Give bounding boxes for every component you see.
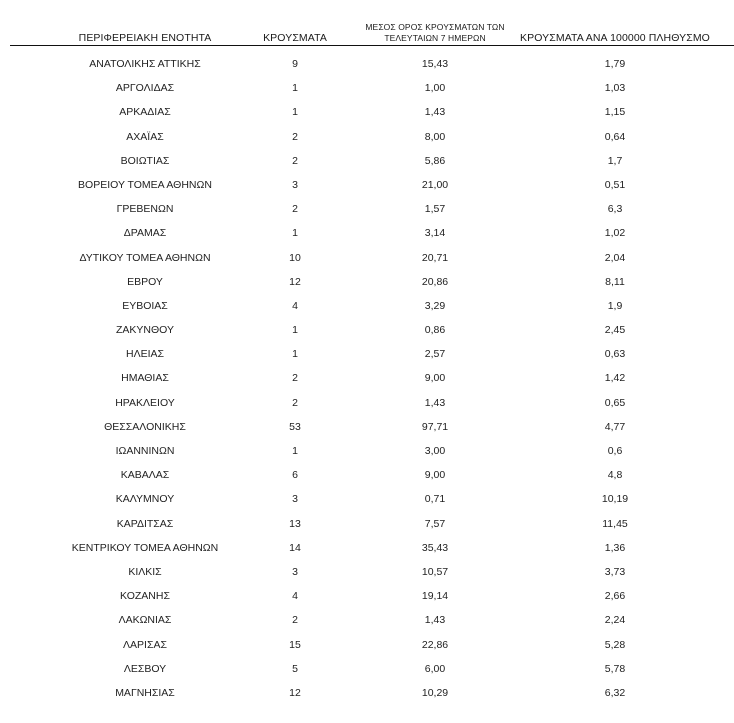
- cell-cases: 1: [292, 445, 298, 457]
- cell-per-100k: 1,79: [604, 58, 626, 70]
- cell-cases: 1: [292, 227, 298, 240]
- table-row: [10, 391, 734, 415]
- cell-per-100k: 4,77: [604, 420, 626, 433]
- cell-region: ΚΑΒΑΛΑΣ: [120, 469, 170, 482]
- table-row: [10, 536, 734, 560]
- cell-cases: 3: [292, 493, 298, 506]
- cell-per-100k: 1,42: [604, 372, 626, 385]
- cell-region: ΗΜΑΘΙΑΣ: [121, 372, 169, 385]
- cell-avg-7-days: 3,14: [424, 227, 446, 240]
- cell-region: ΓΡΕΒΕΝΩΝ: [116, 203, 174, 216]
- cell-cases: 1: [292, 82, 298, 95]
- cell-cases: 6: [292, 469, 298, 482]
- cell-per-100k: 5,78: [604, 662, 626, 675]
- cell-region: ΖΑΚΥΝΘΟΥ: [115, 324, 174, 337]
- table-row: [10, 584, 734, 608]
- cell-cases: 4: [292, 590, 298, 603]
- cell-per-100k: 2,45: [604, 324, 626, 337]
- cases-table: [10, 0, 734, 699]
- cell-per-100k: 10,19: [601, 493, 629, 506]
- cell-cases: 2: [292, 130, 298, 143]
- cell-region: ΑΝΑΤΟΛΙΚΗΣ ΑΤΤΙΚΗΣ: [89, 58, 201, 70]
- cell-cases: 1: [292, 106, 298, 119]
- cell-region: ΕΥΒΟΙΑΣ: [122, 299, 168, 312]
- cell-avg-7-days: 5,86: [424, 154, 446, 167]
- table-row: [10, 342, 734, 366]
- cell-region: ΚΙΛΚΙΣ: [128, 565, 162, 578]
- cell-region: ΙΩΑΝΝΙΝΩΝ: [115, 445, 175, 457]
- cell-per-100k: 0,51: [604, 178, 626, 191]
- cell-cases: 53: [289, 420, 301, 433]
- cell-region: ΕΒΡΟΥ: [127, 275, 163, 288]
- cell-cases: 12: [289, 686, 301, 699]
- cell-avg-7-days: 9,00: [424, 469, 446, 482]
- cell-cases: 13: [289, 517, 301, 530]
- cell-avg-7-days: 8,00: [424, 130, 446, 143]
- cell-per-100k: 1,7: [607, 154, 623, 167]
- cell-avg-7-days: 20,71: [421, 251, 449, 264]
- cell-region: ΑΡΓΟΛΙΔΑΣ: [115, 82, 175, 95]
- cell-cases: 3: [292, 565, 298, 578]
- cell-per-100k: 1,15: [604, 106, 626, 119]
- cell-avg-7-days: 15,43: [421, 58, 449, 70]
- cell-region: ΑΡΚΑΔΙΑΣ: [119, 106, 171, 119]
- cell-avg-7-days: 21,00: [421, 178, 449, 191]
- cell-per-100k: 6,32: [604, 686, 626, 699]
- header-per-100k: ΚΡΟΥΣΜΑΤΑ ΑΝΑ 100000 ΠΛΗΘΥΣΜΟ: [520, 32, 710, 44]
- table-header: [10, 0, 734, 46]
- cell-per-100k: 2,24: [604, 614, 626, 627]
- table-row: [10, 149, 734, 173]
- cell-cases: 12: [289, 275, 301, 288]
- cell-cases: 14: [289, 541, 301, 554]
- table-row: [10, 366, 734, 390]
- cell-per-100k: 0,65: [604, 396, 626, 409]
- table-row: [10, 197, 734, 221]
- table-row: [10, 487, 734, 511]
- cell-avg-7-days: 0,86: [424, 324, 446, 337]
- cell-region: ΔΡΑΜΑΣ: [123, 227, 167, 240]
- table-row: [10, 221, 734, 245]
- table-row: [10, 125, 734, 149]
- cell-region: ΛΑΚΩΝΙΑΣ: [118, 614, 172, 627]
- cell-region: ΛΑΡΙΣΑΣ: [123, 638, 167, 651]
- cell-region: ΘΕΣΣΑΛΟΝΙΚΗΣ: [104, 420, 186, 433]
- cell-avg-7-days: 1,00: [424, 82, 446, 95]
- table-row: [10, 100, 734, 124]
- cell-per-100k: 3,73: [604, 565, 626, 578]
- table-row: [10, 439, 734, 463]
- cell-cases: 10: [289, 251, 301, 264]
- cell-per-100k: 2,66: [604, 590, 626, 603]
- cell-cases: 2: [292, 203, 298, 216]
- cell-region: ΑΧΑΪΑΣ: [126, 130, 164, 143]
- table-row: [10, 270, 734, 294]
- table-row: [10, 415, 734, 439]
- cell-per-100k: 11,45: [602, 517, 628, 530]
- cell-region: ΚΑΛΥΜΝΟΥ: [115, 493, 175, 506]
- cell-avg-7-days: 1,43: [424, 614, 446, 627]
- cell-cases: 4: [292, 299, 298, 312]
- cell-per-100k: 8,11: [605, 275, 625, 288]
- table-row: [10, 76, 734, 100]
- table-row: [10, 560, 734, 584]
- cell-per-100k: 1,9: [607, 299, 623, 312]
- table-row: [10, 657, 734, 681]
- header-avg-line1: ΜΕΣΟΣ ΟΡΟΣ ΚΡΟΥΣΜΑΤΩΝ ΤΩΝ: [365, 22, 505, 32]
- table-body: [10, 52, 734, 705]
- cell-cases: 2: [292, 614, 298, 627]
- cell-cases: 15: [289, 638, 301, 651]
- cell-avg-7-days: 3,00: [424, 445, 446, 457]
- table-row: [10, 608, 734, 632]
- cell-cases: 1: [292, 324, 298, 337]
- cell-region: ΒΟΙΩΤΙΑΣ: [120, 154, 170, 167]
- cell-per-100k: 2,04: [604, 251, 626, 264]
- cell-region: ΚΑΡΔΙΤΣΑΣ: [116, 517, 174, 530]
- table-row: [10, 246, 734, 270]
- cell-avg-7-days: 10,57: [421, 565, 449, 578]
- cell-avg-7-days: 0,71: [424, 493, 446, 506]
- cell-region: ΗΛΕΙΑΣ: [125, 348, 164, 361]
- cell-avg-7-days: 3,29: [424, 299, 446, 312]
- cell-per-100k: 4,8: [607, 469, 623, 482]
- cell-cases: 2: [292, 372, 298, 385]
- header-cases: ΚΡΟΥΣΜΑΤΑ: [263, 32, 327, 44]
- cell-avg-7-days: 35,43: [421, 541, 449, 554]
- table-row: [10, 173, 734, 197]
- cell-avg-7-days: 2,57: [424, 348, 446, 361]
- cell-per-100k: 0,63: [604, 348, 626, 361]
- cell-region: ΒΟΡΕΙΟΥ ΤΟΜΕΑ ΑΘΗΝΩΝ: [78, 178, 212, 191]
- cell-cases: 5: [292, 662, 298, 675]
- cell-per-100k: 6,3: [607, 203, 623, 216]
- cell-cases: 9: [292, 58, 298, 70]
- cell-region: ΛΕΣΒΟΥ: [123, 662, 167, 675]
- cell-per-100k: 5,28: [604, 638, 626, 651]
- table-row: [10, 52, 734, 76]
- cell-avg-7-days: 7,57: [424, 517, 446, 530]
- cell-cases: 3: [292, 178, 298, 191]
- cell-region: ΚΟΖΑΝΗΣ: [120, 590, 170, 603]
- cell-per-100k: 1,02: [604, 227, 626, 240]
- cell-avg-7-days: 19,14: [421, 590, 449, 603]
- table-row: [10, 318, 734, 342]
- cell-cases: 2: [292, 396, 298, 409]
- cell-avg-7-days: 10,29: [421, 686, 449, 699]
- cell-avg-7-days: 1,43: [424, 106, 446, 119]
- cell-region: ΚΕΝΤΡΙΚΟΥ ΤΟΜΕΑ ΑΘΗΝΩΝ: [71, 541, 219, 554]
- cell-avg-7-days: 20,86: [421, 275, 449, 288]
- cell-avg-7-days: 1,43: [424, 396, 446, 409]
- table-row: [10, 512, 734, 536]
- cell-avg-7-days: 97,71: [421, 420, 449, 433]
- cell-avg-7-days: 6,00: [424, 662, 446, 675]
- table-row: [10, 294, 734, 318]
- table-row: [10, 633, 734, 657]
- cell-per-100k: 1,36: [604, 541, 626, 554]
- cell-per-100k: 0,64: [604, 130, 626, 143]
- cell-per-100k: 0,6: [607, 445, 623, 457]
- cell-region: ΔΥΤΙΚΟΥ ΤΟΜΕΑ ΑΘΗΝΩΝ: [79, 251, 211, 264]
- header-avg-line2: ΤΕΛΕΥΤΑΙΩΝ 7 ΗΜΕΡΩΝ: [384, 33, 486, 43]
- cell-avg-7-days: 9,00: [424, 372, 446, 385]
- cell-avg-7-days: 1,57: [424, 203, 446, 216]
- cell-per-100k: 1,03: [604, 82, 626, 95]
- table-row: [10, 681, 734, 705]
- cell-cases: 1: [292, 348, 298, 361]
- header-region: ΠΕΡΙΦΕΡΕΙΑΚΗ ΕΝΟΤΗΤΑ: [78, 32, 212, 44]
- cell-avg-7-days: 22,86: [421, 638, 449, 651]
- cell-region: ΗΡΑΚΛΕΙΟΥ: [115, 396, 175, 409]
- table-row: [10, 463, 734, 487]
- cell-region: ΜΑΓΝΗΣΙΑΣ: [115, 686, 175, 699]
- cell-cases: 2: [292, 154, 298, 167]
